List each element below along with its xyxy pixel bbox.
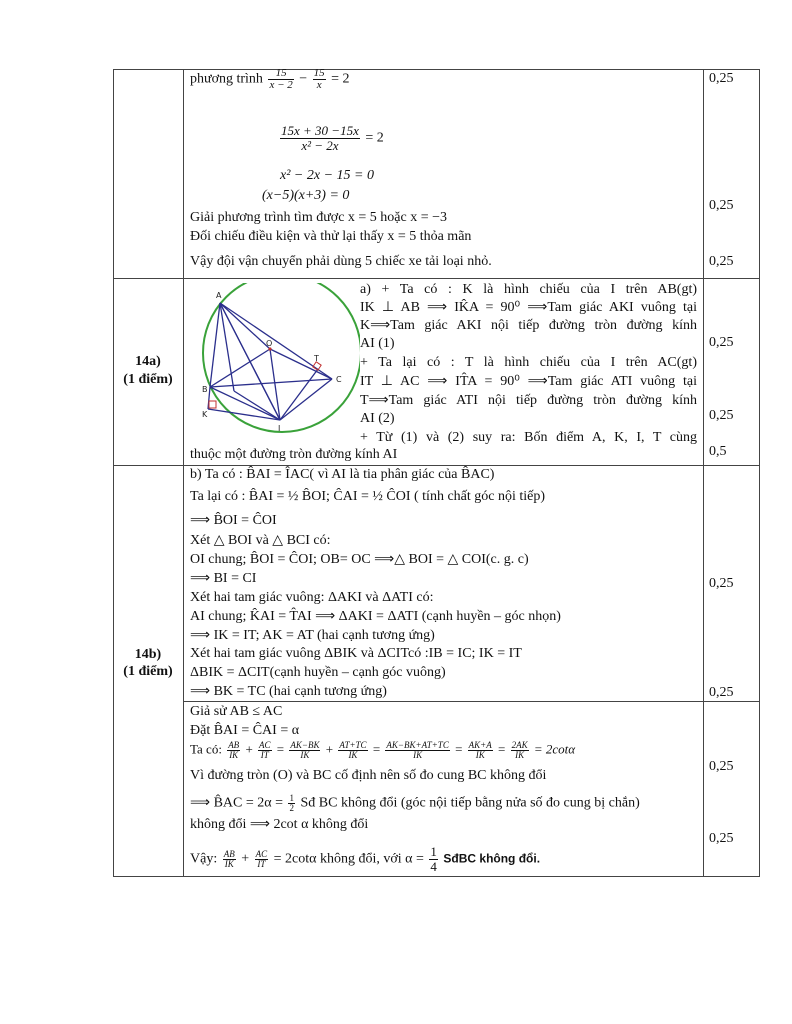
check-line: Đối chiếu điều kiện và thử lại thấy x = 5 thỏa mãn (190, 229, 472, 244)
question-points: (1 điểm) (123, 372, 173, 387)
segment-AO (220, 303, 273, 349)
proof-line: + Ta lại có : T là hình chiếu của I trên AC(gt) (360, 355, 697, 370)
proof-line: Xét △ BOI và △ BCI có: (190, 533, 331, 548)
score: 0,25 (709, 576, 734, 591)
proof-line: Ta lại có : B̂AI = ½ B̂OI; ĈAI = ½ ĈOI ( tính chất góc nội tiếp) (190, 489, 546, 504)
equation-line-1: phương trình $\frac{15}{x - 2}$ − $\frac{15}{x}$ = 2 (190, 67, 350, 91)
proof-line: ⟹ BI = CI (190, 571, 257, 586)
question-label: 14b) (134, 647, 162, 662)
proof-line: b) Ta có : B̂AI = ÎAC( vì AI là tia phân giác của B̂AC) (190, 467, 495, 482)
label-I: I (278, 424, 281, 433)
proof-line: IK ⊥ AB ⟹ IK̂A = 90⁰ ⟹Tam giác AKI vuông tại (360, 300, 697, 315)
conclusion-line: Vậy đội vận chuyển phải dùng 5 chiếc xe tải loại nhỏ. (190, 254, 492, 269)
proof-line: K⟹Tam giác AKI nội tiếp đường tròn đường kính (360, 318, 697, 333)
label-A: A (216, 291, 222, 300)
proof-line: không đổi ⟹ 2cot α không đổi (190, 817, 369, 832)
proof-line: thuộc một đường tròn đường kính AI (190, 447, 398, 462)
score: 0,25 (709, 759, 734, 774)
proof-line: Xét hai tam giác vuông: ΔAKI và ΔATI có: (190, 590, 434, 605)
proof-line: AI chung; K̂AI = T̂AI ⟹ ΔAKI = ΔATI (cạnh huyền – góc nhọn) (190, 609, 561, 624)
row-divider (183, 701, 759, 702)
proof-line: Đặt B̂AI = ĈAI = α (190, 723, 300, 738)
label-K: K (202, 410, 208, 419)
proof-line: ⟹ B̂OI = ĈOI (190, 513, 277, 528)
score: 0,25 (709, 198, 734, 213)
question-label: 14a) (135, 354, 161, 369)
proof-line: Xét hai tam giác vuông ΔBIK và ΔCITcó :IB = IC; IK = IT (190, 646, 522, 661)
proof-line: T⟹Tam giác ATI nội tiếp đường tròn đường kính (360, 393, 697, 408)
label-B: B (202, 385, 208, 394)
column-divider (183, 70, 184, 876)
proof-line: Giả sử AB ≤ AC (190, 704, 283, 719)
label-C: C (336, 375, 342, 384)
final-line: Vậy: $\frac{AB}{IK}$ + $\frac{AC}{IT}$ = 2cotα không đổi, với α = $\frac{1}{4}$ SđBC không đổi. (190, 844, 541, 874)
proof-line: ⟹ IK = IT; AK = AT (hai cạnh tương ứng) (190, 628, 435, 643)
score: 0,25 (709, 71, 734, 86)
score: 0,5 (709, 444, 727, 459)
column-divider (703, 70, 704, 876)
segment-BC (210, 379, 332, 387)
proof-line: AI (2) (360, 411, 395, 426)
proof-line: ΔBIK = ΔCIT(cạnh huyền – cạnh góc vuông) (190, 665, 446, 680)
segment-AC (220, 303, 332, 379)
row-divider (114, 465, 759, 466)
proof-line: OI chung; B̂OI = ĈOI; OB= OC ⟹△ BOI = △ COI(c. g. c) (190, 552, 529, 567)
segment-OC (270, 349, 332, 379)
proof-line: + Từ (1) và (2) suy ra: Bốn điểm A, K, I, T cùng (360, 430, 697, 445)
label-T: T (314, 354, 319, 363)
score: 0,25 (709, 831, 734, 846)
equation-line-3: x² − 2x − 15 = 0 (280, 168, 374, 183)
question-points: (1 điểm) (123, 664, 173, 679)
ratio-equation: Ta có: $\frac{AB}{IK}$ + $\frac{AC}{IT}$ = $\frac{AK-BK}{IK}$ + $\frac{AT+TC}{IK}$ = $\frac{AK-BK+AT+TC}{IK}$ = $\frac{AK+A}{IK}$ = $\frac{2AK}{IK}$ = 2cotα (190, 740, 576, 760)
score: 0,25 (709, 408, 734, 423)
segment-BO (210, 349, 270, 387)
proof-line: ⟹ BK = TC (hai cạnh tương ứng) (190, 684, 387, 699)
proof-line: AI (1) (360, 336, 395, 351)
proof-line: Vì đường tròn (O) và BC cố định nên số đo cung BC không đổi (190, 768, 547, 783)
score: 0,25 (709, 685, 734, 700)
label-O: O (266, 339, 273, 348)
angle-line: ⟹ B̂AC = 2α = $\frac{1}{2}$ Sđ BC không đổi (góc nội tiếp bằng nửa số đo cung bị chắn) (190, 793, 640, 813)
circumcircle (203, 283, 360, 432)
score: 0,25 (709, 254, 734, 269)
equation-line-2: $\frac{15x + 30 -15x}{\text{x² − 2x}}$ = 2 (281, 123, 384, 153)
score: 0,25 (709, 335, 734, 350)
equation-line-4: (x−5)(x+3) = 0 (262, 188, 350, 203)
solution-line: Giải phương trình tìm được x = 5 hoặc x = −3 (190, 210, 448, 225)
geometry-figure (188, 283, 360, 435)
proof-line: a) + Ta có : K là hình chiếu của I trên AB(gt) (360, 282, 697, 297)
row-divider (114, 278, 759, 279)
proof-line: IT ⊥ AC ⟹ IT̂A = 90⁰ ⟹Tam giác ATI vuông tại (360, 374, 697, 389)
right-angle-K (209, 401, 216, 408)
